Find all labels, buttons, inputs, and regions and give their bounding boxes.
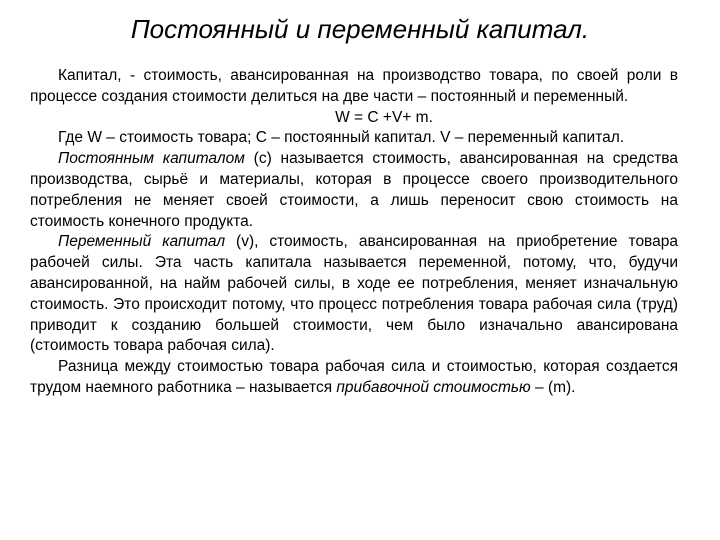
- slide-title: Постоянный и переменный капитал.: [130, 14, 590, 44]
- formula: W = C +V+ m.: [335, 108, 433, 126]
- slide-body: [30, 66, 678, 399]
- term-surplus-value: прибавочной стоимостью: [336, 378, 531, 396]
- surplus-value-symbol: – (m).: [530, 378, 576, 396]
- paragraph-formula-legend: Где W – стоимость товара; С – постоянный капитал. V – переменный капитал.: [58, 129, 625, 147]
- term-constant-capital: Постоянным капиталом: [58, 150, 245, 168]
- surplus-value-text: Разница между стоимостью товара рабочая сила и стоимостью, которая создается трудом наемного работника – называется: [30, 358, 678, 396]
- paragraph-surplus-value: [30, 357, 678, 399]
- paragraph-variable-capital: [30, 232, 678, 357]
- variable-capital-text: (v), стоимость, авансированная на приобретение товара рабочей силы. Эта часть капитала называется переменной, потому, что, будучи авансированной, на найм рабочей силы, в ходе ее потребления, меняет изначальную стоимость. Это происходит потому, что процесс потребления товара рабочая сила (труд) приводит к созданию большей стоимости, чем было изначально авансирована (стоимость товара рабочая сила).: [30, 233, 678, 355]
- paragraph-constant-capital: [30, 149, 678, 232]
- paragraph-capital-definition: Капитал, - стоимость, авансированная на производство товара, по своей роли в процессе создания стоимости делиться на две части – постоянный и переменный.: [30, 67, 678, 105]
- constant-capital-text: (с) называется стоимость, авансированная на средства производства, сырьё и материалы, которая в процессе своего производительного потребления не меняет своей стоимости, а лишь переносит свою стоимость на стоимость конечного продукта.: [30, 150, 678, 230]
- term-variable-capital: Переменный капитал: [58, 233, 226, 251]
